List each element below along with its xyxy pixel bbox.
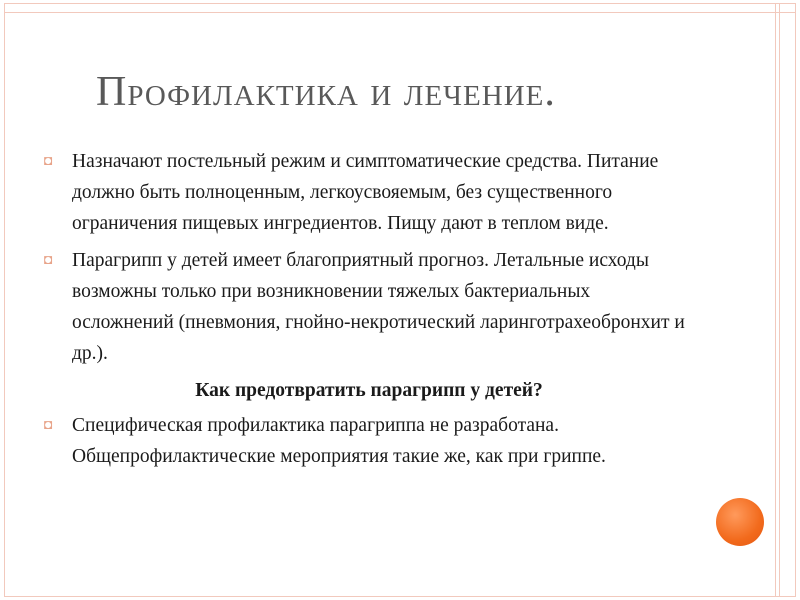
bullet-text-3: Специфическая профилактика парагриппа не разработана. Общепрофилактические мероприятия такие же, как при гриппе.: [72, 415, 606, 467]
bullet-text-2: Парагрипп у детей имеет благоприятный прогноз. Летальные исходы возможны только при возникновении тяжелых бактериальных осложнений (пневмония, гнойно-некротический ларинготрахеобронхит и др.).: [72, 250, 685, 364]
frame-top-inner-line: [4, 12, 796, 13]
bullet-icon: ◘: [44, 253, 53, 268]
frame-right-inner-line: [779, 3, 780, 597]
frame-top-line: [4, 3, 796, 4]
decorative-circle: [716, 498, 764, 546]
bullet-item-3: [44, 410, 694, 472]
bullet-item-2: [44, 245, 694, 369]
slide-content: [44, 146, 694, 478]
bullet-icon: ◘: [44, 154, 53, 169]
frame-left-line: [4, 3, 5, 597]
frame-bottom-line: [4, 596, 796, 597]
slide-title: Профилактика и лечение.: [96, 69, 556, 115]
frame-right-inner2-line: [775, 3, 776, 597]
frame-right-line: [795, 3, 796, 597]
bullet-icon: ◘: [44, 418, 53, 433]
subheading: Как предотвратить парагрипп у детей?: [195, 380, 543, 401]
bullet-text-1: Назначают постельный режим и симптоматические средства. Питание должно быть полноценным, легкоусвояемым, без существенного ограничения пищевых ингредиентов. Пищу дают в теплом виде.: [72, 151, 659, 234]
bullet-item-1: [44, 146, 694, 239]
